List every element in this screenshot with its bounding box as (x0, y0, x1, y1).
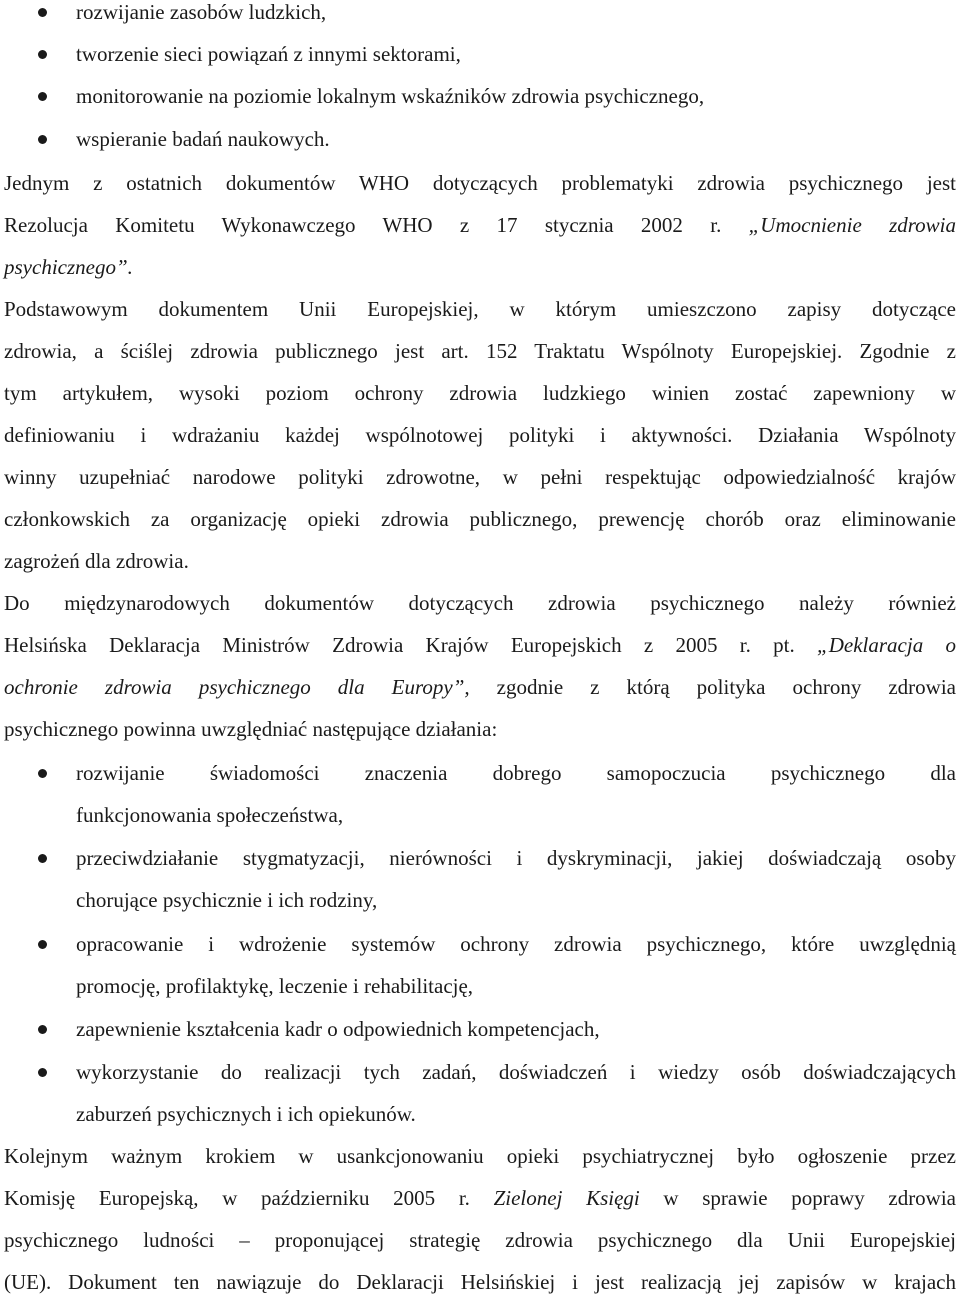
paragraph-line: psychicznego ludności – proponującej strategię zdrowia psychicznego dla Unii Europejskiej (4, 1228, 956, 1252)
list-item: przeciwdziałanie stygmatyzacji, nierówności i dyskryminacji, jakiej doświadczają osoby (76, 846, 956, 870)
paragraph-line: definiowaniu i wdrażaniu każdej wspólnotowej polityki i aktywności. Działania Wspólnoty (4, 423, 956, 447)
text-run: Rezolucja Komitetu Wykonawczego WHO z 17 stycznia 2002 r. (4, 213, 749, 237)
list-item: monitorowanie na poziomie lokalnym wskaźników zdrowia psychicznego, (76, 84, 705, 108)
bullet-icon (38, 1025, 47, 1034)
paragraph-line: Kolejnym ważnym krokiem w usankcjonowaniu opieki psychiatrycznej było ogłoszenie przez (4, 1144, 956, 1168)
document-title-italic: Zielonej Księgi (493, 1186, 640, 1210)
paragraph-line: zdrowia, a ściślej zdrowia publicznego jest art. 152 Traktatu Wspólnoty Europejskiej. Zgodnie z (4, 339, 956, 363)
list-item: rozwijanie zasobów ludzkich, (76, 0, 327, 24)
bullet-icon (38, 8, 47, 17)
document-title-italic: „Deklaracja o (817, 633, 956, 657)
bullet-icon (38, 92, 47, 101)
paragraph-line (4, 629, 956, 661)
paragraph-line: (UE). Dokument ten nawiązuje do Deklaracji Helsińskiej i jest realizacją jej zapisów w krajach (4, 1270, 956, 1294)
paragraph-line: Podstawowym dokumentem Unii Europejskiej, w którym umieszczono zapisy dotyczące (4, 297, 956, 321)
list-item: tworzenie sieci powiązań z innymi sektorami, (76, 42, 461, 66)
list-item: opracowanie i wdrożenie systemów ochrony zdrowia psychicznego, które uwzględnią (76, 932, 956, 956)
paragraph-line: Do międzynarodowych dokumentów dotyczących zdrowia psychicznego należy również (4, 591, 956, 615)
list-item: wykorzystanie do realizacji tych zadań, doświadczeń i wiedzy osób doświadczających (76, 1060, 956, 1084)
paragraph-line: winny uzupełniać narodowe polityki zdrowotne, w pełni respektując odpowiedzialność krajów (4, 465, 956, 489)
paragraph-line: psychicznego powinna uwzględniać następujące działania: (4, 717, 498, 741)
list-item: rozwijanie świadomości znaczenia dobrego samopoczucia psychicznego dla (76, 761, 956, 785)
bullet-icon (38, 769, 47, 778)
paragraph-line (4, 671, 956, 703)
list-item-continuation: funkcjonowania społeczeństwa, (76, 803, 344, 827)
paragraph-line (4, 209, 956, 241)
paragraph-line: tym artykułem, wysoki poziom ochrony zdrowia ludzkiego winien zostać zapewniony w (4, 381, 956, 405)
list-item-continuation: promocję, profilaktykę, leczenie i rehabilitację, (76, 974, 474, 998)
paragraph-line: członkowskich za organizację opieki zdrowia publicznego, prewencję chorób oraz eliminowanie (4, 507, 956, 531)
bullet-icon (38, 50, 47, 59)
bullet-icon (38, 854, 47, 863)
list-item-continuation: zaburzeń psychicznych i ich opiekunów. (76, 1102, 416, 1126)
paragraph-line: psychicznego”. (4, 255, 133, 279)
bullet-icon (38, 1068, 47, 1077)
paragraph-line: zagrożeń dla zdrowia. (4, 549, 189, 573)
list-item: wspieranie badań naukowych. (76, 127, 330, 151)
paragraph-line: Jednym z ostatnich dokumentów WHO dotyczących problematyki zdrowia psychicznego jest (4, 171, 956, 195)
bullet-icon (38, 940, 47, 949)
document-title-italic: ochronie zdrowia psychicznego dla Europy”, (4, 675, 470, 699)
paragraph-line (4, 1182, 956, 1214)
list-item-continuation: chorujące psychicznie i ich rodziny, (76, 888, 378, 912)
list-item: zapewnienie kształcenia kadr o odpowiednich kompetencjach, (76, 1017, 600, 1041)
text-run: Helsińska Deklaracja Ministrów Zdrowia Krajów Europejskich z 2005 r. pt. (4, 633, 818, 657)
text-run: Komisję Europejską, w październiku 2005 r. (4, 1186, 494, 1210)
document-title-italic: „Umocnienie zdrowia (748, 213, 956, 237)
bullet-icon (38, 135, 47, 144)
text-run: zgodnie z którą polityka ochrony zdrowia (469, 675, 956, 699)
text-run: w sprawie poprawy zdrowia (639, 1186, 957, 1210)
